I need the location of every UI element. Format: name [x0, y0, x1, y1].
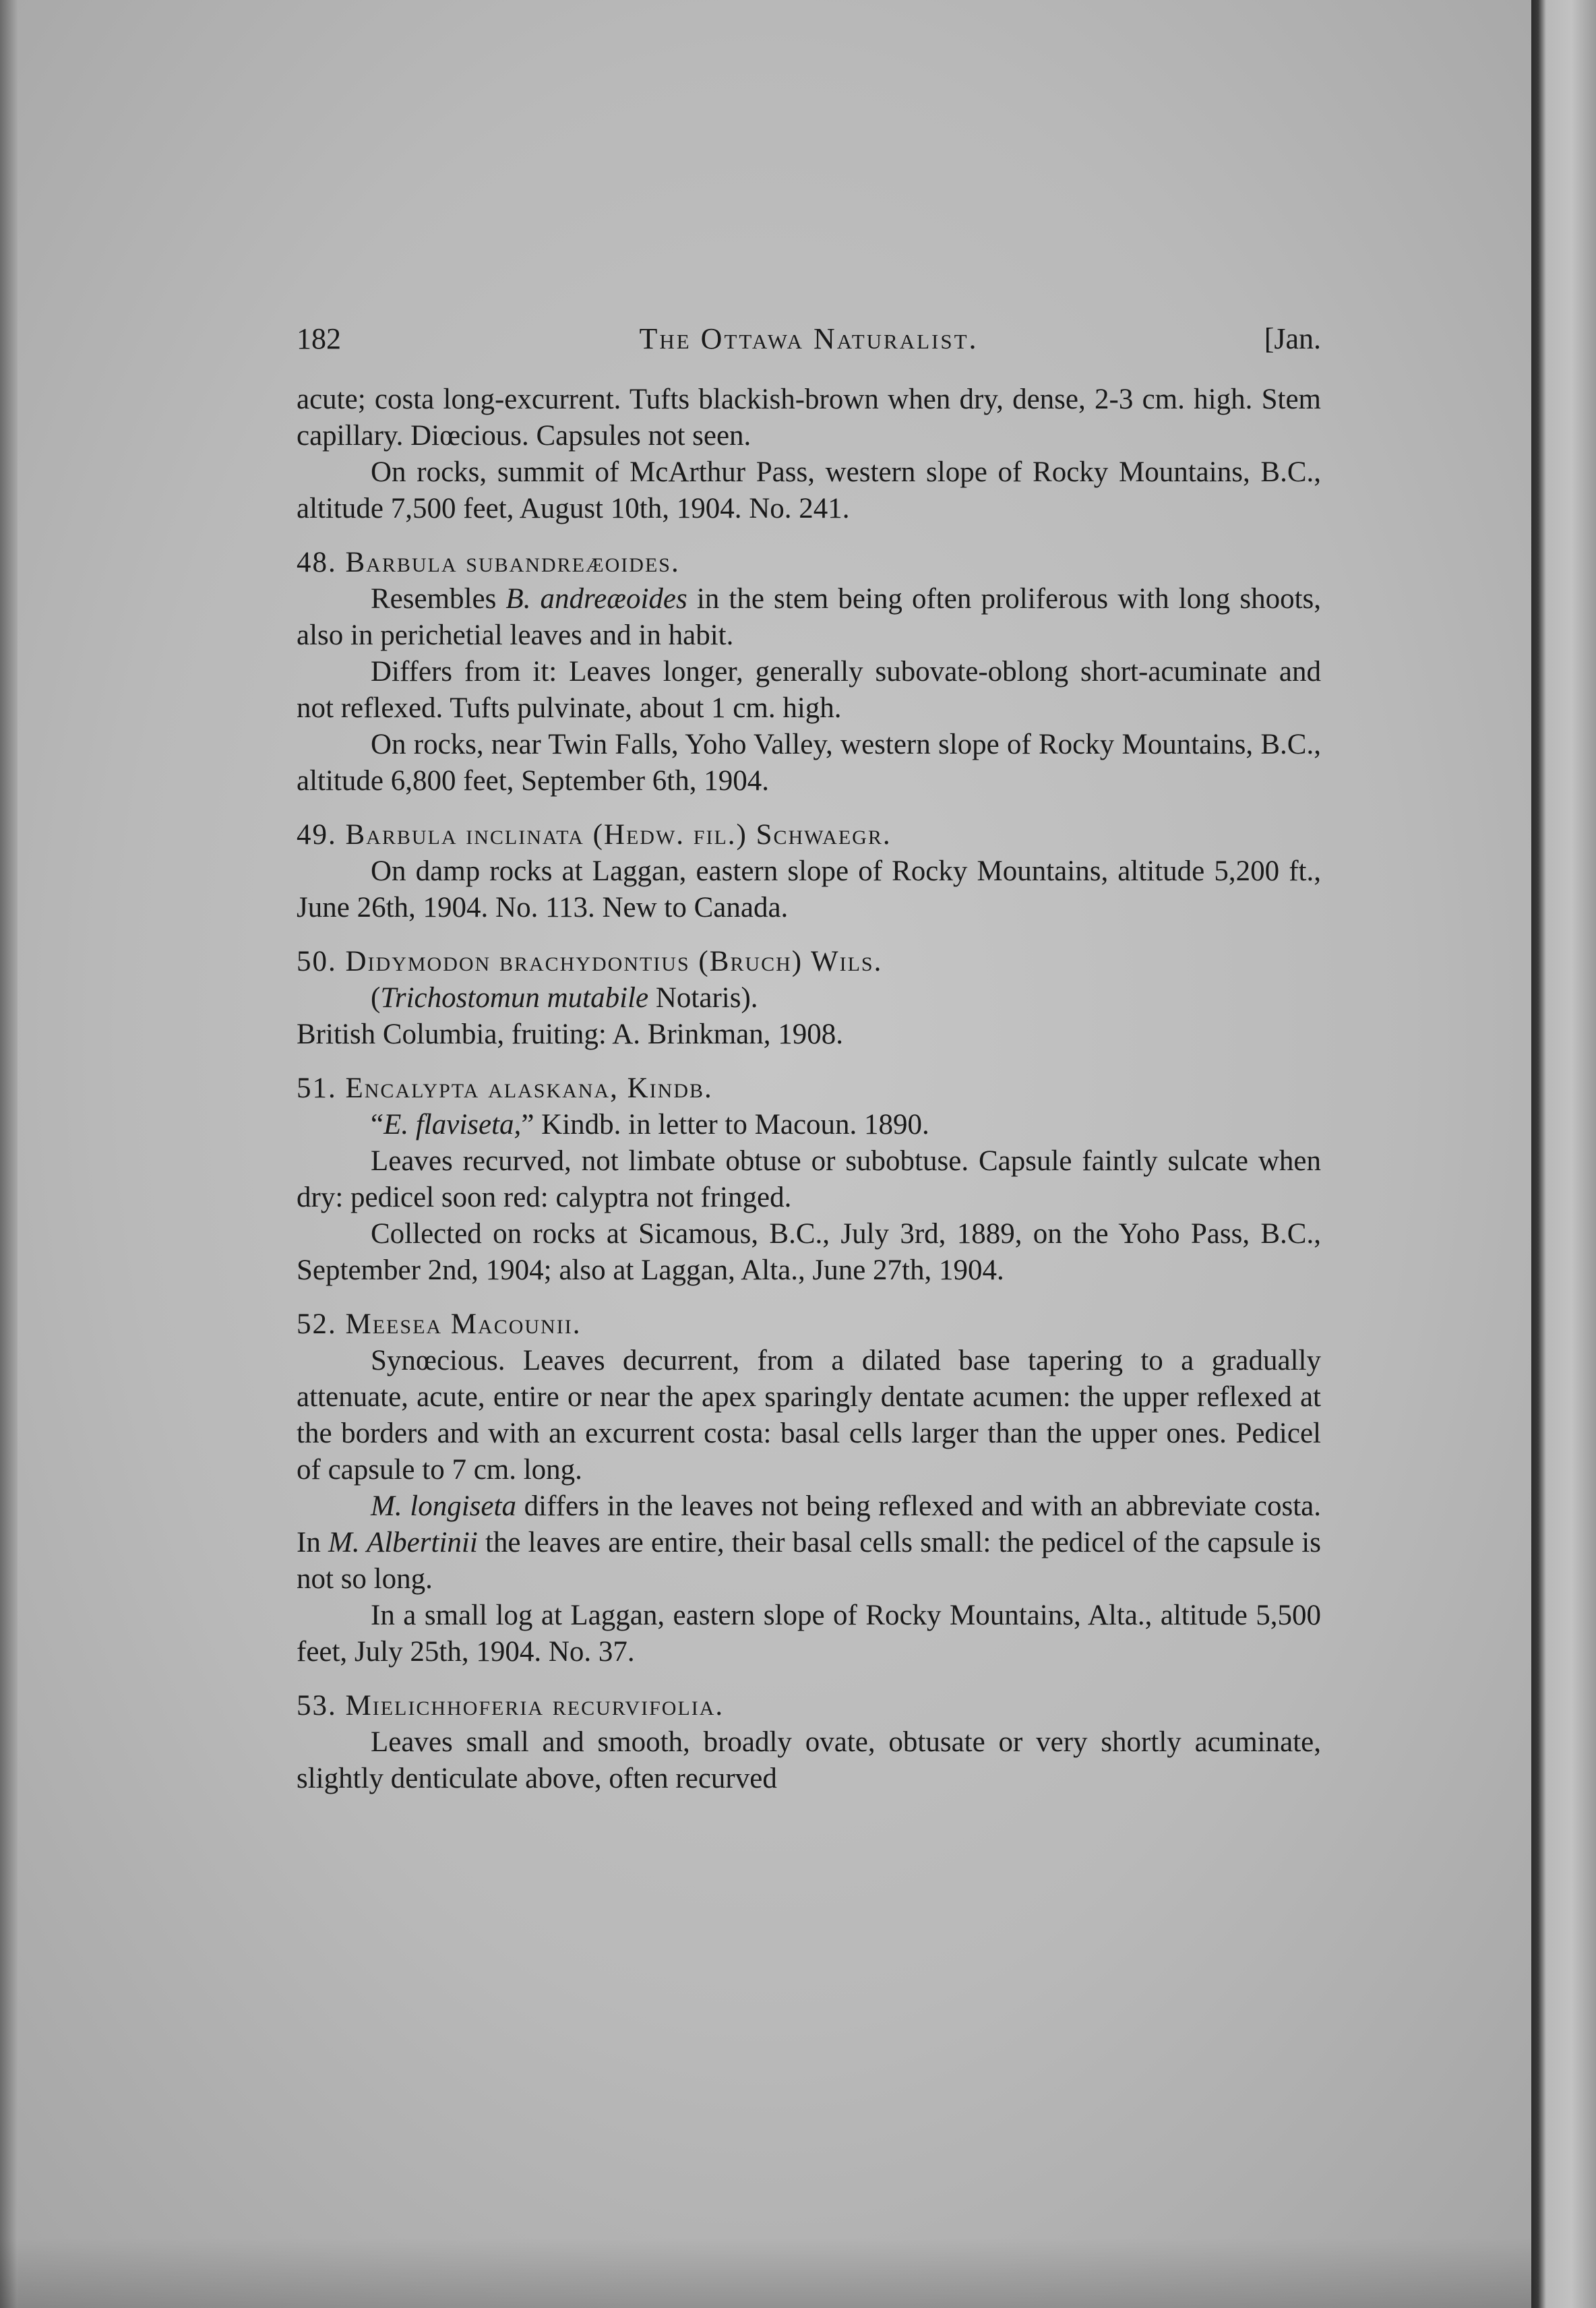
- synonym-50: (Trichostomun mutabile Notaris).: [371, 982, 758, 1014]
- paragraph-51-description: Leaves recurved, not limbate obtuse or subobtuse. Capsule faintly sulcate when dry: pedicel soon red: calyptra not fringed.: [297, 1145, 1321, 1213]
- paragraph-52-description: Synœcious. Leaves decurrent, from a dilated base tapering to a gradually attenuate, acute, entire or near the apex sparingly dentate acumen: the upper reflexed at the borders and with an excurrent costa: basal cells larger than the upper ones. Pedicel of capsule to 7 cm. long.: [297, 1345, 1321, 1486]
- species-heading-49: 49. Barbula inclinata (Hedw. fil.) Schwaegr.: [297, 819, 892, 851]
- text: “: [371, 1109, 384, 1141]
- paragraph-locality: On rocks, summit of McArthur Pass, western slope of Rocky Mountains, B.C., altitude 7,500 feet, August 10th, 1904. No. 241.: [297, 456, 1321, 524]
- page-text-block: [297, 315, 1321, 1797]
- species-heading-52: 52. Meesea Macounii.: [297, 1308, 582, 1340]
- species-heading-50: 50. Didymodon brachydontius (Bruch) Wils.: [297, 946, 883, 977]
- species-heading-51: 51. Encalypta alaskana, Kindb.: [297, 1072, 713, 1104]
- species-name-italic: M. Albertinii: [328, 1527, 478, 1558]
- running-header: [297, 315, 1321, 363]
- paragraph-continuation: acute; costa long-excurrent. Tufts blackish-brown when dry, dense, 2-3 cm. high. Stem capillary. Diœcious. Capsules not seen.: [297, 384, 1321, 452]
- bottom-shadow: [0, 2238, 1531, 2308]
- paragraph-49-locality: On damp rocks at Laggan, eastern slope of Rocky Mountains, altitude 5,200 ft., June 26th, 1904. No. 113. New to Canada.: [297, 855, 1321, 923]
- species-name-italic: B. andreæoides: [505, 583, 687, 615]
- paragraph-50-locality: British Columbia, fruiting: A. Brinkman, 1908.: [297, 1019, 844, 1050]
- paragraph-52-comparison: [297, 1488, 1321, 1598]
- species-heading-48: 48. Barbula subandreæoides.: [297, 547, 680, 578]
- species-heading-53: 53. Mielichhoferia recurvifolia.: [297, 1690, 725, 1722]
- right-page-fold: [1531, 0, 1596, 2308]
- paragraph-53-description: Leaves small and smooth, broadly ovate, obtusate or very shortly acuminate, slightly denticulate above, often recurved: [297, 1726, 1321, 1794]
- paragraph-48-differs: Differs from it: Leaves longer, generally subovate-oblong short-acuminate and not reflexed. Tufts pulvinate, about 1 cm. high.: [297, 656, 1321, 724]
- left-page-edge: [0, 0, 18, 2308]
- text: in the stem being often proliferous with long shoots, also in perichetial leaves and in habit.: [297, 583, 1321, 651]
- paragraph-51-locality: Collected on rocks at Sicamous, B.C., July 3rd, 1889, on the Yoho Pass, B.C., September 2nd, 1904; also at Laggan, Alta., June 27th, 1904.: [297, 1218, 1321, 1286]
- text: ” Kindb. in letter to Macoun. 1890.: [521, 1109, 929, 1141]
- paragraph-48-locality: On rocks, near Twin Falls, Yoho Valley, western slope of Rocky Mountains, B.C., altitude 6,800 feet, September 6th, 1904.: [297, 729, 1321, 797]
- synonym-name-italic: Trichostomun mutabile: [380, 982, 649, 1014]
- paragraph-52-locality: In a small log at Laggan, eastern slope of Rocky Mountains, Alta., altitude 5,500 feet, July 25th, 1904. No. 37.: [297, 1600, 1321, 1668]
- page-number: 182: [297, 322, 341, 355]
- text: the leaves are entire, their basal cells small: the pedicel of the capsule is not so long.: [297, 1527, 1321, 1595]
- journal-title: The Ottawa Naturalist.: [639, 322, 979, 355]
- synonym-name-italic: E. flaviseta,: [383, 1109, 522, 1141]
- text: Notaris).: [648, 982, 758, 1014]
- species-name-italic: M. longiseta: [371, 1490, 516, 1522]
- text: Resembles: [371, 583, 506, 615]
- issue-month: [Jan.: [1264, 322, 1321, 355]
- synonym-51: [297, 1107, 1321, 1143]
- paragraph-48-resembles: [297, 581, 1321, 654]
- text: differs in the leaves not being reflexed and with an abbreviate costa. In: [297, 1490, 1321, 1558]
